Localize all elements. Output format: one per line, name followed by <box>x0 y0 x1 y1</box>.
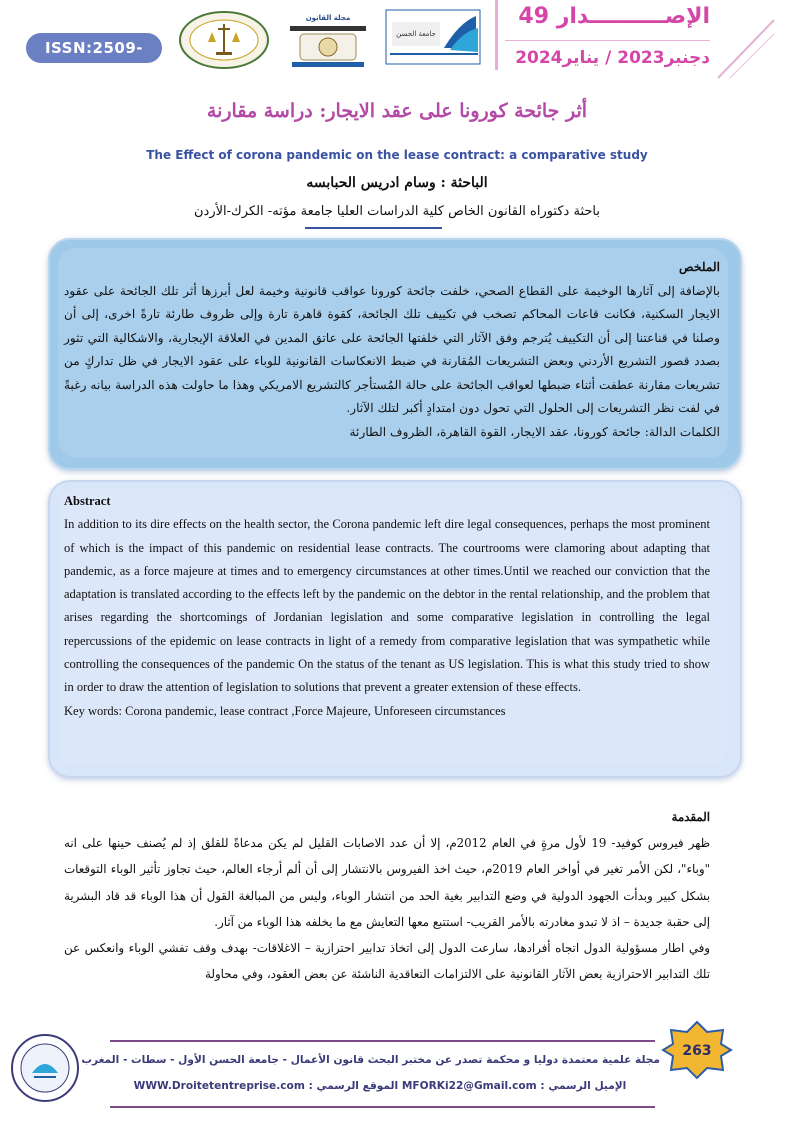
arabic-keywords: الكلمات الدالة: جائحة كورونا، عقد الايجار، القوة القاهرة، الظروف الطارئة <box>349 424 720 439</box>
journal-logo <box>282 6 374 68</box>
lab-logo <box>178 10 270 70</box>
footer-seal-logo <box>10 1033 80 1103</box>
introduction-paragraph-2: وفي اطار مسؤولية الدول اتجاه أفرادها، سارعت الدول إلى اتخاذ تدابير احترازية – الاغلاقات- بهدف وقف تفشي الوباء وانعكس عن تلك التدابير الاحترازية بعض الآثار القانونية على الالتزامات التعاقدية الناشئة عن بعض العقود، وفي محاولة <box>64 941 710 982</box>
issue-date: دجنبر2023 / يناير2024 <box>515 48 710 68</box>
arabic-abstract-heading: الملخص <box>679 260 720 274</box>
header-divider <box>495 0 498 70</box>
footer-rule-top <box>110 1040 655 1042</box>
introduction-heading: المقدمة <box>671 810 710 824</box>
svg-text:مجلة القانون: مجلة القانون <box>305 14 351 22</box>
article-title-english: The Effect of corona pandemic on the lease contract: a comparative study <box>146 148 648 162</box>
article-title-arabic: أثر جائحة كورونا على عقد الايجار: دراسة مقارنة <box>206 100 588 122</box>
svg-text:جامعة الحسن: جامعة الحسن <box>396 30 436 38</box>
decorative-diagonal <box>716 18 776 80</box>
footer-rule-bottom <box>110 1106 655 1108</box>
arabic-abstract <box>64 256 720 444</box>
footer-contact-line: الإميل الرسمي : MFORKi22@Gmail.com الموقع الرسمي : WWW.Droitetentreprise.com <box>133 1080 627 1092</box>
footer-journal-line: مجلة علمية معتمدة دوليا و محكمة تصدر عن مختبر البحث قانون الأعمال - جامعة الحسن الأول - سطات - المغرب <box>81 1054 660 1066</box>
introduction-section <box>64 804 710 987</box>
english-abstract <box>64 490 710 723</box>
university-logo <box>384 8 482 66</box>
introduction-paragraph-1: ظهر فيروس كوفيد- 19 لأول مرةٍ في العام 2012م، إلا أن عدد الاصابات القليل لم يكن مدعاةً للقلق إذ لم يُصنف حينها على انه "وباء"، لكن الأمر تغير في أواخر العام 2019م، حيث اخذ الفيروس بالانتشار إلى أن ألم أرجاء العالم، حيث تجاوز تأثير الوباء التوقعات بشكل كبير وبدأت الجهود الدولية في وضع التدابير بغية الحد من انتشار الوباء، وليس من المبالغة القول أن هذا الوباء قد قاد البشرية إلى حقبة جديدة – اذ لا تبدو مغادرته بالأمر القريب- استتبع معها التعايش مع ما يخلفه هذا الوباء من آثار. <box>64 836 711 929</box>
english-abstract-heading: Abstract <box>64 494 111 508</box>
issue-number: الإصــــــــــدار 49 <box>518 4 710 29</box>
page-number-badge <box>661 1020 733 1080</box>
page-number: 263 <box>682 1043 712 1059</box>
header-rule <box>505 40 710 41</box>
issn-badge: ISSN:2509-0291 <box>26 33 162 63</box>
english-keywords: Key words: Corona pandemic, lease contract ,Force Majeure, Unforeseen circumstances <box>64 703 506 718</box>
english-abstract-body: In addition to its dire effects on the health sector, the Corona pandemic left dire legal consequences, perhaps the most prominent of which is the impact of this pandemic on residential lease contracts. The courtrooms were clamoring about adapting that pandemic, as a force majeure at times and to emergency circumstances at other times.Until we reached our conviction that the adaptation is translated according to the effects left by the pandemic on the debtor in the rental relationship, and the problem that arises regarding the shortcomings of Jordanian legislation and some comparative legislation in controlling the legal repercussions of the epidemic on lease contracts in light of a remedy from comparative legislation that was sympathetic while controlling the consequences of the pandemic On the status of the tenant as US legislation. This is what this study tried to show in order to draw the attention of legislation to solutions that prevent a greater extension of these effects. <box>64 517 710 695</box>
author-name: الباحثة : وسام ادريس الحبابسه <box>306 175 488 191</box>
affiliation-underline <box>305 227 442 229</box>
arabic-abstract-body: بالإضافة إلى آثارها الوخيمة على القطاع الصحي، خلفت جائحة كورونا عواقب قانونية وخيمة لعل أبرزها أثر تلك الجائحة على عقود الايجار السكنية، فكانت قاعات المحاكم تصخب في تكييف تلك الجائحة، كقوة قاهرة تارة وإلى ظروف طارئة تارةً اخرى، إلى أن وصلنا في قناعتنا إلى أن التكييف يُترجم وفق الآثار التي خلفتها الجائحة على عاتق المدين في العلاقة الإيجارية، والاشكالية التي تثور بصدد قصور التشريع الأردني وبعض التشريعات المُقارنة في ضبط الانعكاسات القانونية للوباء على عقود الايجار في ظل تداركٍ من تشريعات مقارنة عطفت أثناء ضبطها لعواقب الجائحة على حالة المُستأجر كالتشريع الامريكي وهذا ما حاولت هذه الدراسة بيانه رغبةً في لفت نظر التشريعات إلى الحلول التي تحول دون امتدادٍ أكبر لتلك الآثار. <box>64 283 720 415</box>
author-affiliation: باحثة دكتوراه القانون الخاص كلية الدراسات العليا جامعة مؤته- الكرك-الأردن <box>194 204 600 219</box>
